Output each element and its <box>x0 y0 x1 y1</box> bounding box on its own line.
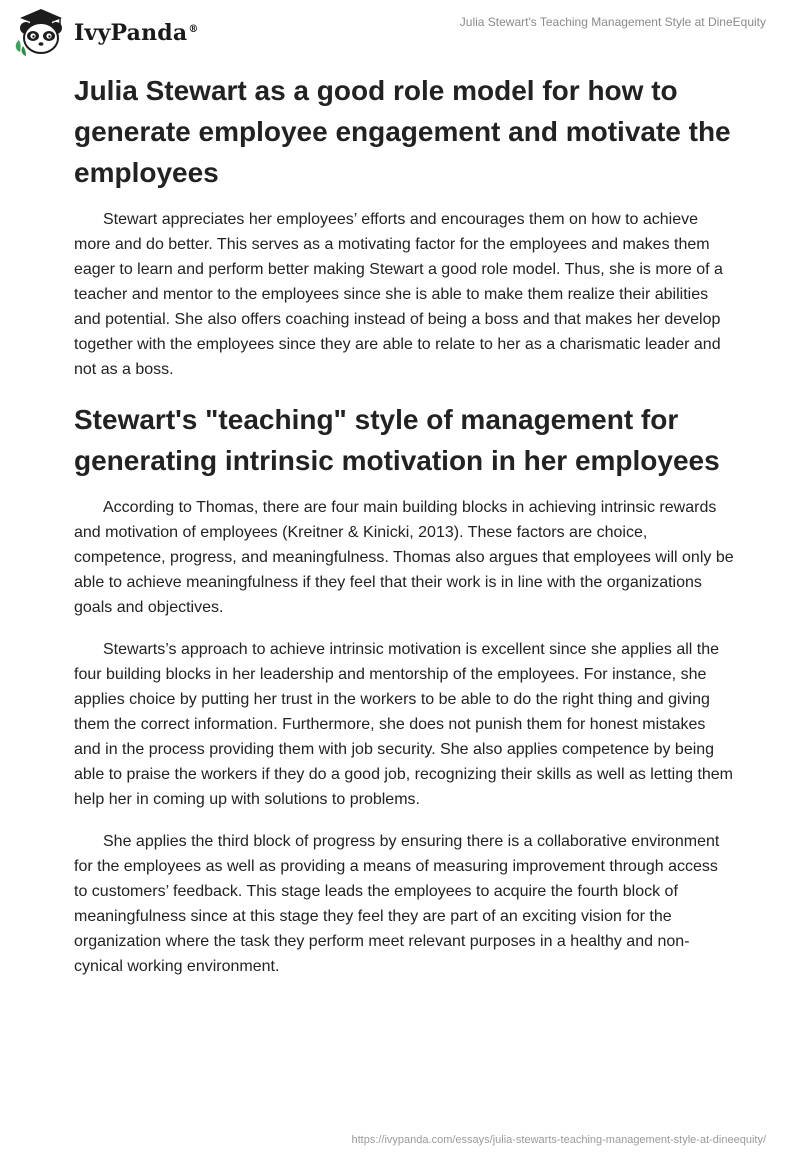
paragraph: Stewart appreciates her employees’ efforts and encourages them on how to achieve more and do better. This serves as a motivating factor for the employees and makes them eager to learn and perform better making Stewart a good role model. Thus, she is more of a teacher and mentor to the employees since she is able to make them realize their abilities and potential. She also offers coaching instead of being a boss and that makes her develop together with the employees since they are able to relate to her as a charismatic leader and not as a boss. <box>74 211 723 378</box>
document-title: Julia Stewart's Teaching Management Style at DineEquity <box>459 15 766 29</box>
paragraph: According to Thomas, there are four main building blocks in achieving intrinsic rewards and motivation of employees (Kreitner & Kinicki, 2013). These factors are choice, competence, progress, and meaningfulness. Thomas also argues that employees will only be able to achieve meaningfulness if they feel that their work is in line with the organizations goals and objectives. <box>74 499 734 616</box>
paragraph: Stewarts’s approach to achieve intrinsic motivation is excellent since she applies all the four building blocks in her leadership and mentorship of the employees. For instance, she applies choice by putting her trust in the workers to be able to do the right thing and giving them the correct information. Furthermore, she does not punish them for honest mistakes and in the process providing them with job security. She also applies competence by being able to praise the workers if they do a good job, recognizing their skills as well as letting them help her in coming up with solutions to problems. <box>74 641 734 808</box>
page-header <box>0 0 800 64</box>
section-heading: Stewart's "teaching" style of management for generating intrinsic motivation in her employees <box>74 404 720 476</box>
section-teaching-style <box>74 399 734 979</box>
panda-graduate-icon <box>12 6 70 58</box>
paragraph: She applies the third block of progress by ensuring there is a collaborative environment for the employees as well as providing a means of measuring improvement through access to customers’ feedback. This stage leads the employees to acquire the fourth block of meaningfulness since at this stage they feel they are part of an exciting vision for the organization where the task they perform meet relevant purposes in a healthy and non-cynical working environment. <box>74 833 720 975</box>
brand-logo[interactable] <box>12 6 199 58</box>
article-body <box>74 70 734 996</box>
section-heading: Julia Stewart as a good role model for how to generate employee engagement and motivate the employees <box>74 75 731 188</box>
source-url[interactable]: https://ivypanda.com/essays/julia-stewarts-teaching-management-style-at-dineequity/ <box>351 1134 766 1146</box>
brand-name: IvyPanda® <box>74 20 199 46</box>
section-role-model <box>74 70 734 382</box>
